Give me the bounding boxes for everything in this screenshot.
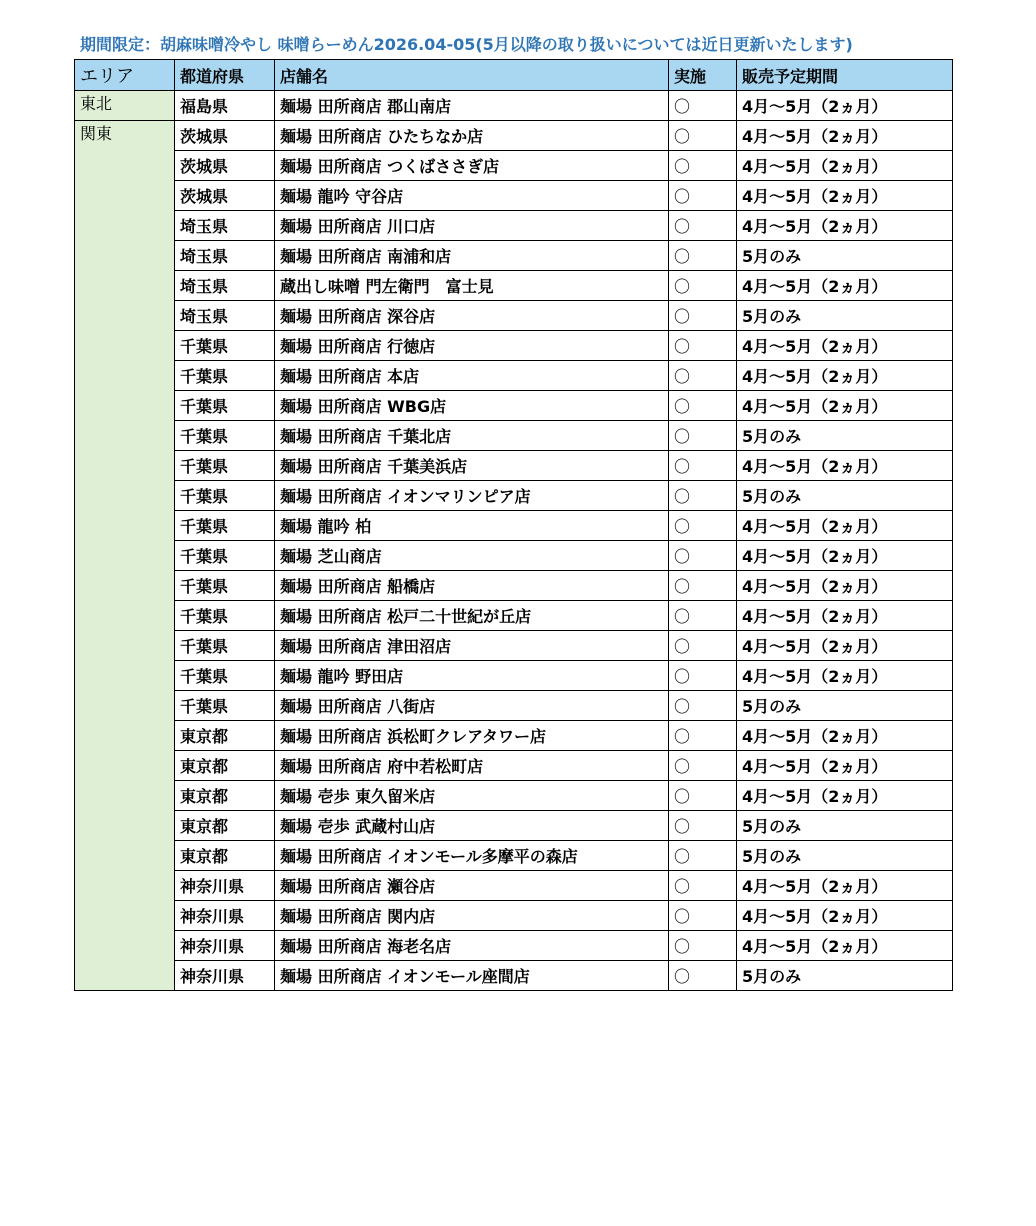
sales-period-cell: 4月～5月（2ヵ月） [737,541,953,571]
sales-period-cell: 4月～5月（2ヵ月） [737,931,953,961]
implemented-cell: 〇 [669,451,737,481]
sales-period-cell: 5月のみ [737,481,953,511]
table-row [75,271,953,301]
prefecture-cell: 千葉県 [175,451,275,481]
table-row [75,601,953,631]
prefecture-cell: 神奈川県 [175,961,275,991]
store-name-cell: 麺場 田所商店 イオンマリンピア店 [275,481,669,511]
sales-period-cell: 4月～5月（2ヵ月） [737,211,953,241]
implemented-cell: 〇 [669,661,737,691]
implemented-cell: 〇 [669,121,737,151]
sales-period-cell: 4月～5月（2ヵ月） [737,121,953,151]
sales-period-cell: 5月のみ [737,691,953,721]
implemented-cell: 〇 [669,901,737,931]
prefecture-cell: 東京都 [175,751,275,781]
implemented-cell: 〇 [669,931,737,961]
area-cell: 関東 [75,121,175,991]
prefecture-cell: 千葉県 [175,631,275,661]
store-name-cell: 麺場 壱歩 武蔵村山店 [275,811,669,841]
implemented-cell: 〇 [669,241,737,271]
store-name-cell: 麺場 田所商店 郡山南店 [275,91,669,121]
prefecture-cell: 埼玉県 [175,271,275,301]
prefecture-cell: 千葉県 [175,691,275,721]
prefecture-cell: 神奈川県 [175,901,275,931]
sales-period-cell: 4月～5月（2ヵ月） [737,451,953,481]
sales-period-cell: 5月のみ [737,421,953,451]
implemented-cell: 〇 [669,481,737,511]
table-row [75,901,953,931]
store-name-cell: 麺場 田所商店 津田沼店 [275,631,669,661]
sales-period-cell: 5月のみ [737,301,953,331]
store-name-cell: 麺場 田所商店 イオンモール多摩平の森店 [275,841,669,871]
table-row [75,871,953,901]
table-row [75,301,953,331]
implemented-cell: 〇 [669,631,737,661]
prefecture-cell: 東京都 [175,811,275,841]
store-name-cell: 麺場 田所商店 府中若松町店 [275,751,669,781]
sales-period-cell: 4月～5月（2ヵ月） [737,151,953,181]
table-row [75,211,953,241]
sales-period-cell: 4月～5月（2ヵ月） [737,91,953,121]
implemented-cell: 〇 [669,541,737,571]
page-title: 期間限定：胡麻味噌冷やし 味噌らーめん2026.04-05(5月以降の取り扱いについては近日更新いたします) [80,35,853,54]
header-prefecture: 都道府県 [175,60,275,91]
store-name-cell: 麺場 田所商店 八街店 [275,691,669,721]
header-period: 販売予定期間 [737,60,953,91]
table-row [75,151,953,181]
implemented-cell: 〇 [669,961,737,991]
prefecture-cell: 東京都 [175,841,275,871]
store-name-cell: 蔵出し味噌 門左衛門 富士見 [275,271,669,301]
header-area: エリア [75,60,175,91]
implemented-cell: 〇 [669,421,737,451]
sales-period-cell: 4月～5月（2ヵ月） [737,901,953,931]
implemented-cell: 〇 [669,271,737,301]
store-name-cell: 麺場 田所商店 浜松町クレアタワー店 [275,721,669,751]
prefecture-cell: 千葉県 [175,511,275,541]
sales-period-cell: 4月～5月（2ヵ月） [737,721,953,751]
table-row [75,481,953,511]
prefecture-cell: 茨城県 [175,151,275,181]
table-row [75,811,953,841]
header-store: 店舗名 [275,60,669,91]
implemented-cell: 〇 [669,811,737,841]
store-name-cell: 麺場 龍吟 野田店 [275,661,669,691]
implemented-cell: 〇 [669,151,737,181]
implemented-cell: 〇 [669,871,737,901]
table-row [75,181,953,211]
store-name-cell: 麺場 田所商店 千葉北店 [275,421,669,451]
store-name-cell: 麺場 田所商店 行徳店 [275,331,669,361]
table-row [75,571,953,601]
prefecture-cell: 埼玉県 [175,241,275,271]
store-name-cell: 麺場 田所商店 瀬谷店 [275,871,669,901]
implemented-cell: 〇 [669,361,737,391]
store-name-cell: 麺場 田所商店 南浦和店 [275,241,669,271]
sales-period-cell: 4月～5月（2ヵ月） [737,601,953,631]
sales-period-cell: 5月のみ [737,811,953,841]
prefecture-cell: 東京都 [175,781,275,811]
table-row [75,331,953,361]
sales-period-cell: 4月～5月（2ヵ月） [737,271,953,301]
implemented-cell: 〇 [669,331,737,361]
store-name-cell: 麺場 壱歩 東久留米店 [275,781,669,811]
store-table [74,59,953,991]
table-row [75,691,953,721]
table-row [75,121,953,151]
table-body [75,91,953,991]
prefecture-cell: 千葉県 [175,361,275,391]
table-row [75,361,953,391]
implemented-cell: 〇 [669,301,737,331]
sales-period-cell: 4月～5月（2ヵ月） [737,391,953,421]
area-cell: 東北 [75,91,175,121]
prefecture-cell: 千葉県 [175,481,275,511]
implemented-cell: 〇 [669,91,737,121]
store-name-cell: 麺場 田所商店 松戸二十世紀が丘店 [275,601,669,631]
store-name-cell: 麺場 田所商店 海老名店 [275,931,669,961]
header-implemented: 実施 [669,60,737,91]
prefecture-cell: 福島県 [175,91,275,121]
implemented-cell: 〇 [669,691,737,721]
table-row [75,421,953,451]
store-name-cell: 麺場 田所商店 ひたちなか店 [275,121,669,151]
implemented-cell: 〇 [669,211,737,241]
prefecture-cell: 千葉県 [175,661,275,691]
prefecture-cell: 千葉県 [175,541,275,571]
implemented-cell: 〇 [669,511,737,541]
table-row [75,721,953,751]
table-row [75,91,953,121]
store-name-cell: 麺場 田所商店 関内店 [275,901,669,931]
prefecture-cell: 千葉県 [175,571,275,601]
store-name-cell: 麺場 田所商店 本店 [275,361,669,391]
prefecture-cell: 埼玉県 [175,211,275,241]
table-row [75,661,953,691]
prefecture-cell: 神奈川県 [175,871,275,901]
sales-period-cell: 5月のみ [737,961,953,991]
prefecture-cell: 茨城県 [175,181,275,211]
prefecture-cell: 茨城県 [175,121,275,151]
store-name-cell: 麺場 芝山商店 [275,541,669,571]
sales-period-cell: 4月～5月（2ヵ月） [737,571,953,601]
sales-period-cell: 4月～5月（2ヵ月） [737,661,953,691]
sales-period-cell: 4月～5月（2ヵ月） [737,871,953,901]
sales-period-cell: 4月～5月（2ヵ月） [737,181,953,211]
table-row [75,631,953,661]
store-name-cell: 麺場 龍吟 柏 [275,511,669,541]
implemented-cell: 〇 [669,721,737,751]
store-name-cell: 麺場 田所商店 深谷店 [275,301,669,331]
store-name-cell: 麺場 田所商店 千葉美浜店 [275,451,669,481]
prefecture-cell: 千葉県 [175,331,275,361]
prefecture-cell: 千葉県 [175,421,275,451]
sales-period-cell: 4月～5月（2ヵ月） [737,751,953,781]
implemented-cell: 〇 [669,781,737,811]
sales-period-cell: 5月のみ [737,241,953,271]
store-name-cell: 麺場 田所商店 川口店 [275,211,669,241]
sales-period-cell: 4月～5月（2ヵ月） [737,781,953,811]
sales-period-cell: 5月のみ [737,841,953,871]
table-row [75,391,953,421]
table-row [75,841,953,871]
store-name-cell: 麺場 田所商店 つくばささぎ店 [275,151,669,181]
store-name-cell: 麺場 田所商店 WBG店 [275,391,669,421]
store-name-cell: 麺場 龍吟 守谷店 [275,181,669,211]
prefecture-cell: 千葉県 [175,391,275,421]
prefecture-cell: 千葉県 [175,601,275,631]
implemented-cell: 〇 [669,181,737,211]
table-row [75,931,953,961]
table-row [75,541,953,571]
implemented-cell: 〇 [669,391,737,421]
header-row [75,60,953,91]
table-row [75,241,953,271]
sales-period-cell: 4月～5月（2ヵ月） [737,511,953,541]
implemented-cell: 〇 [669,571,737,601]
table-row [75,781,953,811]
implemented-cell: 〇 [669,841,737,871]
table-row [75,751,953,781]
sales-period-cell: 4月～5月（2ヵ月） [737,331,953,361]
implemented-cell: 〇 [669,601,737,631]
prefecture-cell: 埼玉県 [175,301,275,331]
table-row [75,511,953,541]
prefecture-cell: 神奈川県 [175,931,275,961]
sales-period-cell: 4月～5月（2ヵ月） [737,631,953,661]
store-name-cell: 麺場 田所商店 船橋店 [275,571,669,601]
implemented-cell: 〇 [669,751,737,781]
prefecture-cell: 東京都 [175,721,275,751]
sales-period-cell: 4月～5月（2ヵ月） [737,361,953,391]
store-name-cell: 麺場 田所商店 イオンモール座間店 [275,961,669,991]
table-row [75,451,953,481]
table-row [75,961,953,991]
